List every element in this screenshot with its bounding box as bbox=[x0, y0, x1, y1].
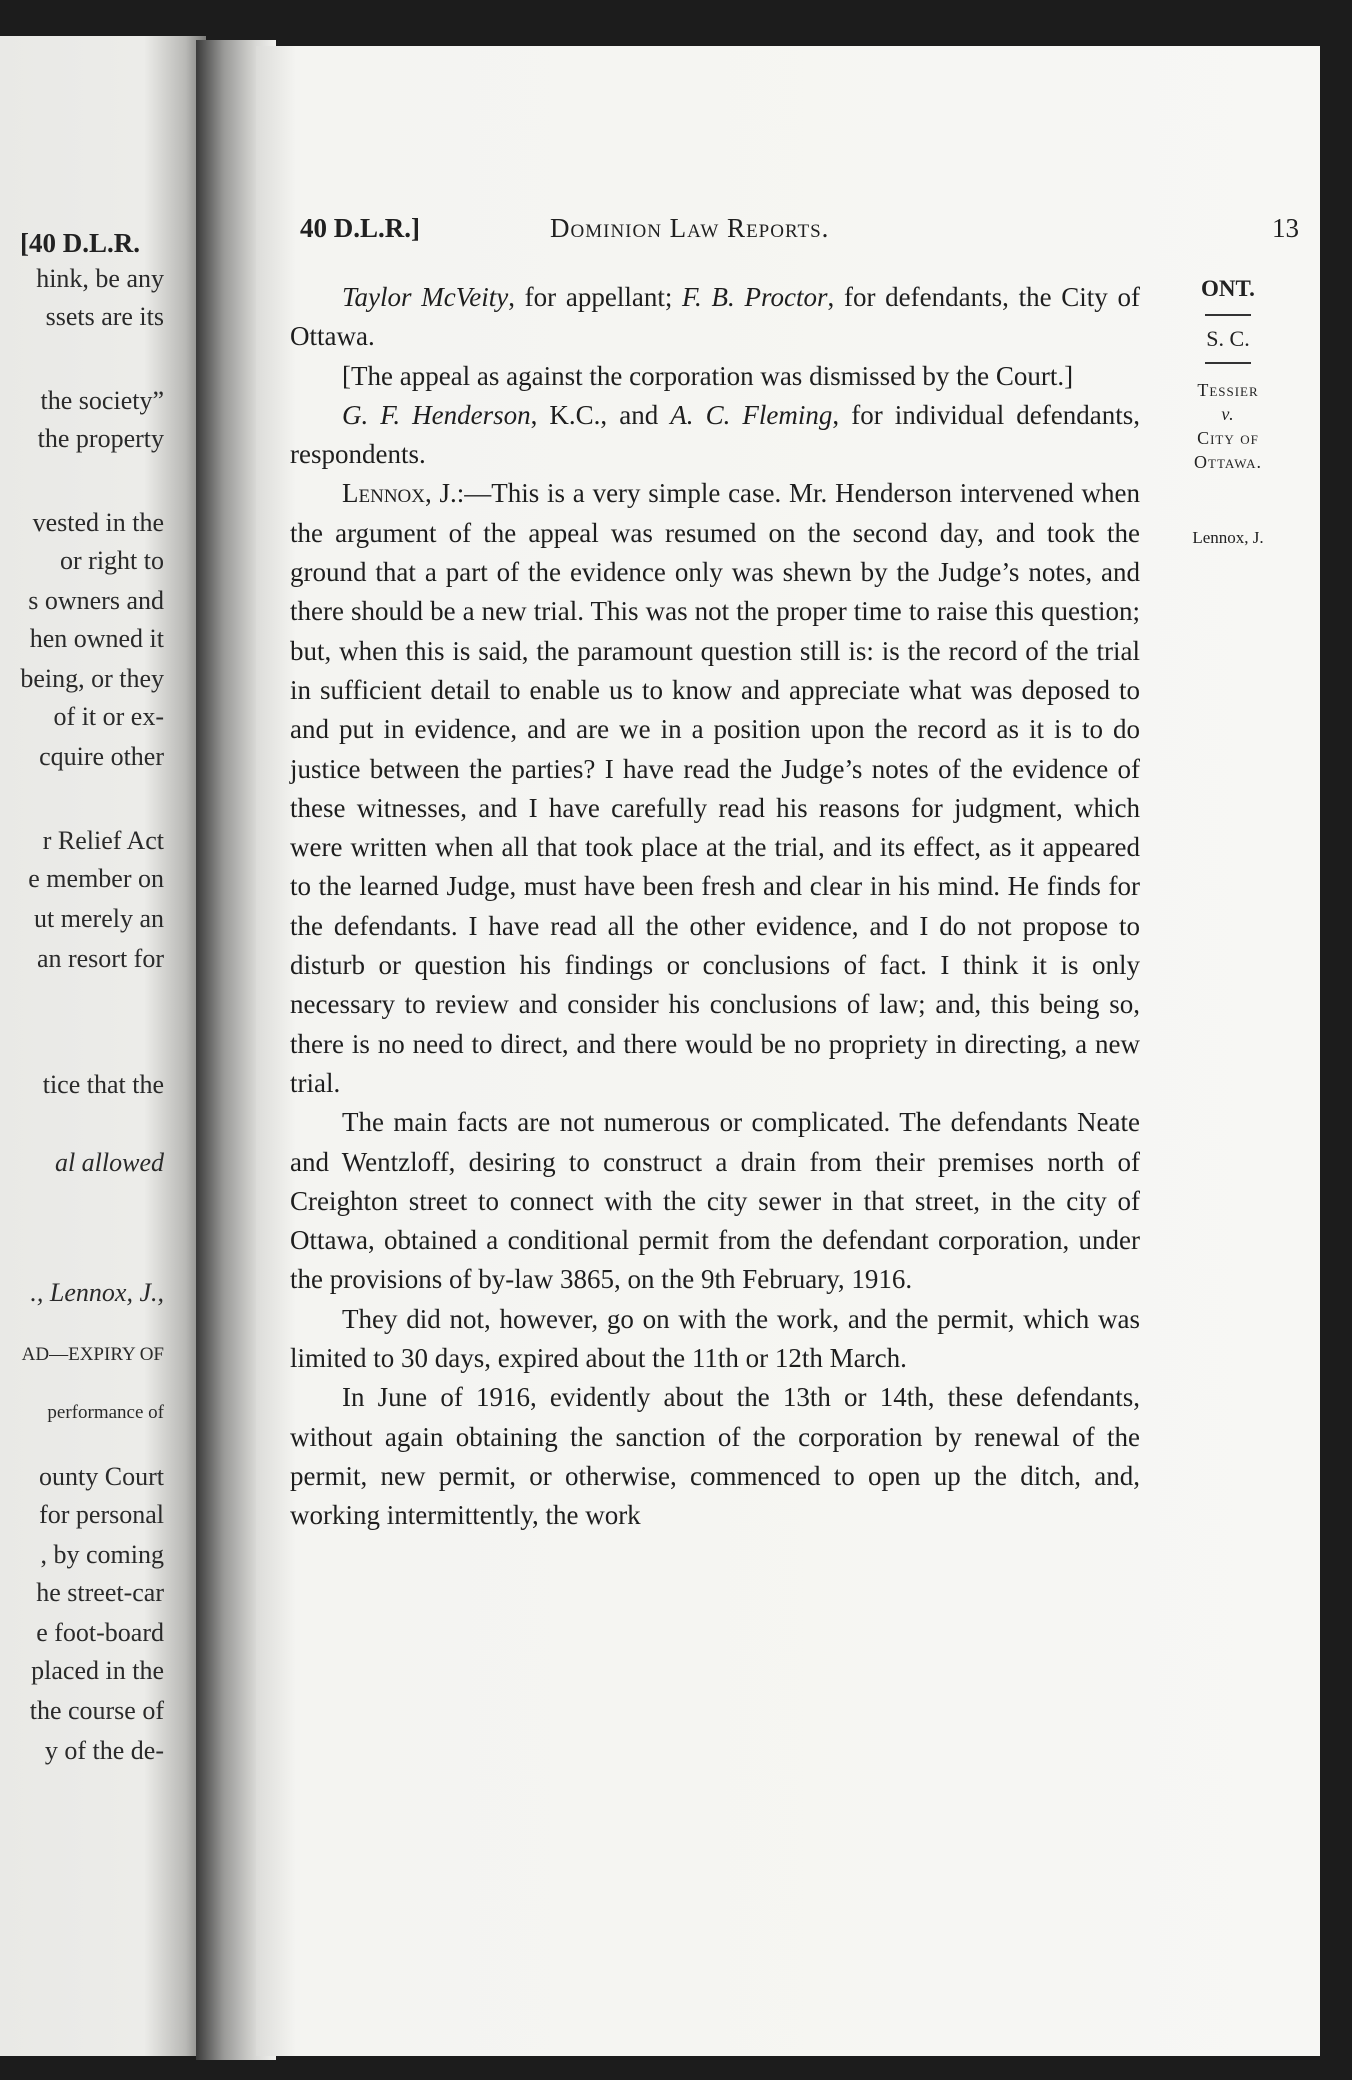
left-page-line: AD—EXPIRY OF bbox=[21, 1344, 164, 1365]
left-page-line: tice that the bbox=[42, 1070, 164, 1099]
left-page-line: hink, be any bbox=[36, 264, 164, 293]
page-number: 13 bbox=[1272, 213, 1299, 243]
left-page-line: vested in the bbox=[32, 508, 164, 537]
margin-case-name bbox=[1168, 378, 1288, 474]
left-page-line: the society” bbox=[40, 386, 164, 415]
left-page-line: y of the de- bbox=[44, 1736, 164, 1765]
judgment-text bbox=[290, 278, 1140, 1536]
margin-rule bbox=[1205, 362, 1251, 364]
margin-case-party-2: City of bbox=[1197, 428, 1259, 448]
left-page-line: or right to bbox=[60, 546, 164, 575]
left-page bbox=[0, 36, 206, 2056]
left-page-line: being, or they bbox=[20, 664, 164, 693]
left-page-line: for personal bbox=[39, 1500, 164, 1529]
running-head-volume: 40 D.L.R.] bbox=[300, 213, 420, 243]
margin-case-party-3: Ottawa. bbox=[1194, 452, 1262, 472]
left-page-line: , by coming bbox=[40, 1540, 164, 1569]
left-page-line: hen owned it bbox=[29, 624, 164, 653]
margin-province: ONT. bbox=[1201, 276, 1255, 301]
left-page-line: r Relief Act bbox=[42, 826, 164, 855]
margin-case-party-1: Tessier bbox=[1197, 380, 1259, 400]
left-page-line: ssets are its bbox=[45, 302, 164, 331]
judge-name: Lennox, J. bbox=[342, 478, 457, 509]
left-page-line: of it or ex- bbox=[53, 702, 164, 731]
left-page-line: e foot-board bbox=[36, 1618, 164, 1647]
counsel-name: Taylor McVeity bbox=[342, 282, 509, 312]
left-page-line: he street-car bbox=[36, 1578, 164, 1607]
dismissal-note: [The appeal as against the corporation was dismissed by the Court.] bbox=[342, 360, 1074, 391]
counsel-name: G. F. Henderson bbox=[342, 399, 531, 430]
left-page-line: the property bbox=[37, 424, 164, 453]
left-page-line: s owners and bbox=[28, 586, 164, 615]
facts-paragraph: In June of 1916, evidently about the 13th or 14th, these defendants, without again obtaining the sanction of the corporation by renewal of the permit, new permit, or otherwise, commenced to open up the ditch, and, working intermittently, the work bbox=[290, 1382, 1140, 1531]
left-page-line: the course of bbox=[29, 1696, 164, 1725]
left-page-line: ounty Court bbox=[39, 1462, 164, 1491]
left-page-header: [40 D.L.R. bbox=[20, 228, 140, 258]
margin-judge: Lennox, J. bbox=[1192, 528, 1264, 547]
left-page-line: ., Lennox, J., bbox=[30, 1278, 164, 1307]
margin-case-versus: v. bbox=[1221, 404, 1235, 424]
left-page-line: al allowed bbox=[54, 1148, 164, 1177]
left-page-line: ut merely an bbox=[34, 904, 164, 933]
left-page-line: placed in the bbox=[31, 1656, 164, 1685]
left-page-line: performance of bbox=[47, 1402, 164, 1423]
facts-paragraph: They did not, however, go on with the work, and the permit, which was limited to 30 days, expired about the 11th or 12th March. bbox=[290, 1303, 1140, 1374]
counsel-name: A. C. Fleming bbox=[670, 399, 833, 430]
judgment-paragraph: Lennox, J.:—This is a very simple case. Mr. Henderson intervened when the argument of the appeal was resumed on the second day, and took the ground that a part of the evidence only was shewn by the Judge’s notes, and there should be a new trial. This was not the proper time to raise this question; but, when this is said, the paramount question still is: is the record of the trial in sufficient detail to enable us to know and appreciate what was deposed to and put in evidence, and are we in a position upon the record as it is to do justice between the parties? I have read the Judge’s notes of the evidence of these witnesses, and I have carefully read his reasons for judgment, which were written when all that took place at the trial, and its effect, as it appeared to the learned Judge, must have been fresh and clear in his mind. He finds for the defendants. I have read all the other evidence, and I do not propose to disturb or question his findings or conclusions of fact. I think it is only necessary to review and consider his conclusions of law; and, this being so, there is no need to direct, and there would be no propriety in directing, a new trial. bbox=[290, 478, 1140, 1098]
left-page-line: an resort for bbox=[36, 944, 164, 973]
running-head-title: Dominion Law Reports. bbox=[550, 213, 830, 243]
left-page-line: e member on bbox=[28, 864, 164, 893]
counsel-respondents-paragraph: G. F. Henderson, K.C., and A. C. Fleming, for individual defendants, respondents. bbox=[290, 399, 1140, 470]
facts-paragraph: The main facts are not numerous or complicated. The defendants Neate and Wentzloff, desiring to construct a drain from their premises north of Creighton street to connect with the city sewer in that street, in the city of Ottawa, obtained a conditional permit from the defendant corporation, under the provisions of by-law 3865, on the 9th February, 1916. bbox=[290, 1107, 1140, 1295]
margin-rule bbox=[1205, 314, 1251, 316]
counsel-appellant-paragraph: Taylor McVeity, for appellant; F. B. Proctor, for defendants, the City of Ottawa. bbox=[290, 282, 1140, 352]
margin-court: S. C. bbox=[1206, 326, 1250, 351]
counsel-name: F. B. Proctor bbox=[682, 282, 828, 312]
left-page-line: cquire other bbox=[39, 742, 164, 771]
